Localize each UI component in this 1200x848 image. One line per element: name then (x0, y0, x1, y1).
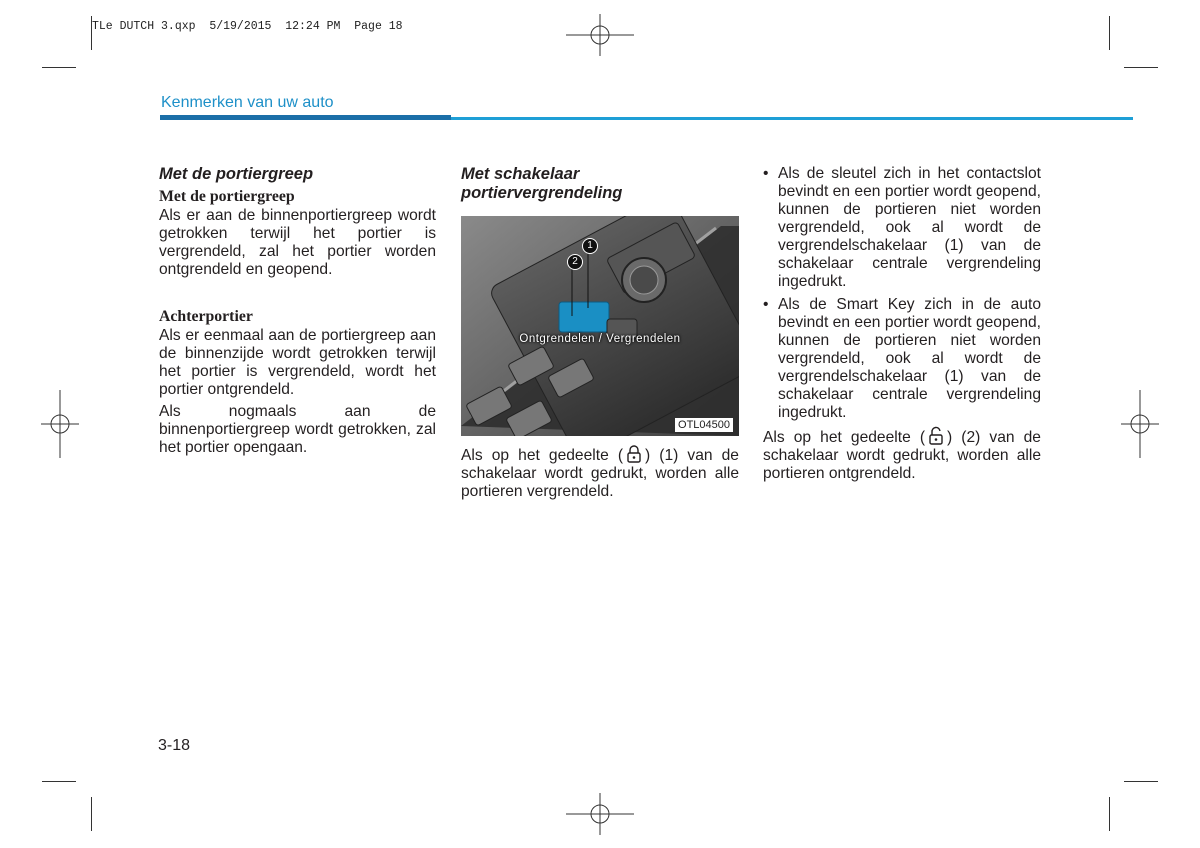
lock-text-after: ) (1) van de schakelaar wordt gedrukt, worden alle portieren vergrendeld. (461, 447, 739, 500)
figure-code: OTL04500 (675, 418, 733, 432)
left-column (159, 165, 436, 457)
right-column (763, 165, 1041, 483)
door-switch-figure (461, 216, 739, 436)
middle-column (461, 165, 739, 203)
subheading-door-handle: Met de portiergreep (159, 188, 295, 205)
heading-lock-switch-line2: portiervergrendeling (461, 184, 623, 202)
lock-switch-highlight (559, 302, 609, 332)
unlock-text-before: Als op het gedeelte ( (763, 429, 926, 446)
bullet-smart-key: • Als de Smart Key zich in de auto bevindt en een portier wordt geopend, kunnen de portieren niet worden vergrendeld, ook al wordt de vergrendelschakelaar (1) van de schakelaar centrale vergrendeling ingedrukt. (763, 296, 1041, 422)
header-rule-accent (160, 115, 451, 120)
paragraph-rear-door-second: Als nogmaals aan de binnenportiergreep wordt getrokken, zal het portier opengaan. (159, 403, 436, 456)
lock-text-before: Als op het gedeelte ( (461, 447, 624, 464)
section-title: Kenmerken van uw auto (161, 94, 334, 111)
paragraph-rear-door: Als er eenmaal aan de portiergreep aan de binnenzijde wordt getrokken terwijl het portier is vergrendeld, wordt het portier ontgrendeld. (159, 327, 436, 398)
print-info: TLe DUTCH 3.qxp 5/19/2015 12:24 PM Page 18 (92, 20, 403, 33)
unlock-icon (925, 426, 947, 446)
figure-caption-label: Ontgrendelen / Vergrendelen (519, 333, 681, 345)
page-number: 3-18 (158, 737, 191, 754)
paragraph-door-handle: Als er aan de binnenportiergreep wordt getrokken terwijl het portier is vergrendeld, zal het portier worden ontgrendeld en geopend. (159, 207, 436, 278)
callout-2: 2 (567, 254, 583, 270)
callout-1: 1 (582, 238, 598, 254)
bullet-key-in-ignition: • Als de sleutel zich in het contactslot bevindt en een portier wordt geopend, kunnen de portieren niet worden vergrendeld, ook al wordt de vergrendelschakelaar (1) van de schakelaar centrale vergrendeling ingedrukt. (763, 165, 1041, 291)
heading-door-handle: Met de portiergreep (159, 165, 314, 183)
heading-rear-door: Achterportier (159, 308, 253, 325)
heading-lock-switch-line1: Met schakelaar (461, 165, 580, 183)
lock-icon (623, 444, 645, 464)
unlock-text-after: ) (2) van de schakelaar wordt gedrukt, worden alle portieren ontgrendeld. (763, 429, 1041, 482)
middle-paragraph (461, 444, 739, 501)
